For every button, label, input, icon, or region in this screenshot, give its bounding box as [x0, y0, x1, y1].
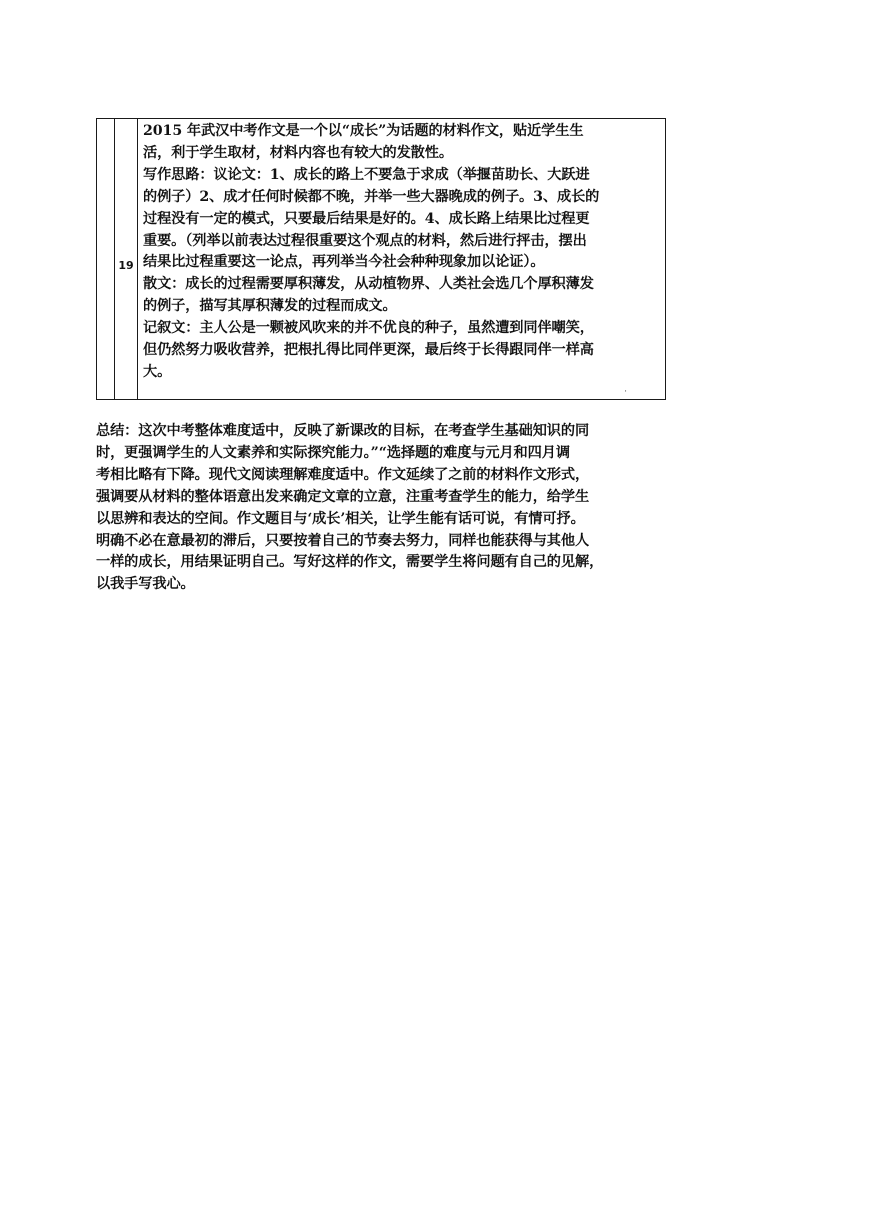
summary-line: 时，更强调学生的人文素养和实际探究能力。”“选择题的难度与元月和四月调 — [96, 444, 570, 461]
answer-line: 过程没有一定的模式，只要最后结果是好的。4、成长路上结果比过程更 — [143, 210, 590, 227]
answer-table — [96, 118, 666, 400]
question-number: 19 — [118, 259, 134, 272]
summary-line: 明确不必在意最初的滞后，只要按着自己的节奏去努力，同样也能获得与其他人 — [96, 532, 590, 549]
summary-label: 总结： — [96, 423, 139, 439]
summary-line — [96, 421, 676, 443]
answer-line: 散文：成长的过程需要厚积薄发，从动植物界、人类社会选几个厚积薄发 — [143, 276, 594, 293]
table-blank-column — [97, 119, 115, 399]
answer-cell — [143, 121, 663, 384]
answer-line: 的例子）2、成才任何时候都不晚，并举一些大器晚成的例子。3、成长的 — [143, 188, 600, 205]
summary-text: 这次中考整体难度适中，反映了新课改的目标，在考查学生基础知识的同 — [138, 423, 590, 439]
answer-line: 写作思路：议论文：1、成长的路上不要急于求成（举揠苗助长、大跃进 — [143, 166, 590, 183]
summary-line: 强调要从材料的整体语意出发来确定文章的立意，注重考查学生的能力，给学生 — [96, 488, 590, 505]
summary-line: 一样的成长，用结果证明自己。写好这样的作文，需要学生将问题有自己的见解， — [96, 554, 604, 571]
question-number-cell — [115, 119, 138, 399]
answer-line: 2015 年武汉中考作文是一个以“成长”为话题的材料作文，贴近学生生 — [143, 123, 584, 139]
answer-line: 的例子，描写其厚积薄发的过程而成文。 — [143, 298, 397, 315]
answer-line: 记叙文：主人公是一颗被风吹来的并不优良的种子，虽然遭到同伴嘲笑， — [143, 320, 594, 337]
answer-line: 重要。（列举以前表达过程很重要这个观点的材料，然后进行抨击，摆出 — [143, 232, 587, 249]
answer-line: 但仍然努力吸收营养，把根扎得比同伴更深，最后终于长得跟同伴一样高 — [143, 342, 594, 359]
summary-line: 以我手写我心。 — [96, 576, 195, 593]
summary-section — [96, 421, 676, 596]
table-trail-mark: · — [624, 387, 629, 397]
summary-line: 考相比略有下降。现代文阅读理解难度适中。作文延续了之前的材料作文形式， — [96, 466, 590, 483]
summary-line: 以思辨和表达的空间。作文题目与‘成长’相关，让学生能有话可说，有情可抒。 — [96, 510, 585, 527]
answer-line: 活，利于学生取材，材料内容也有较大的发散性。 — [143, 144, 453, 161]
answer-line: 大。 — [143, 363, 172, 380]
answer-line: 结果比过程重要这一论点，再列举当今社会种种现象加以论证）。 — [143, 254, 545, 271]
